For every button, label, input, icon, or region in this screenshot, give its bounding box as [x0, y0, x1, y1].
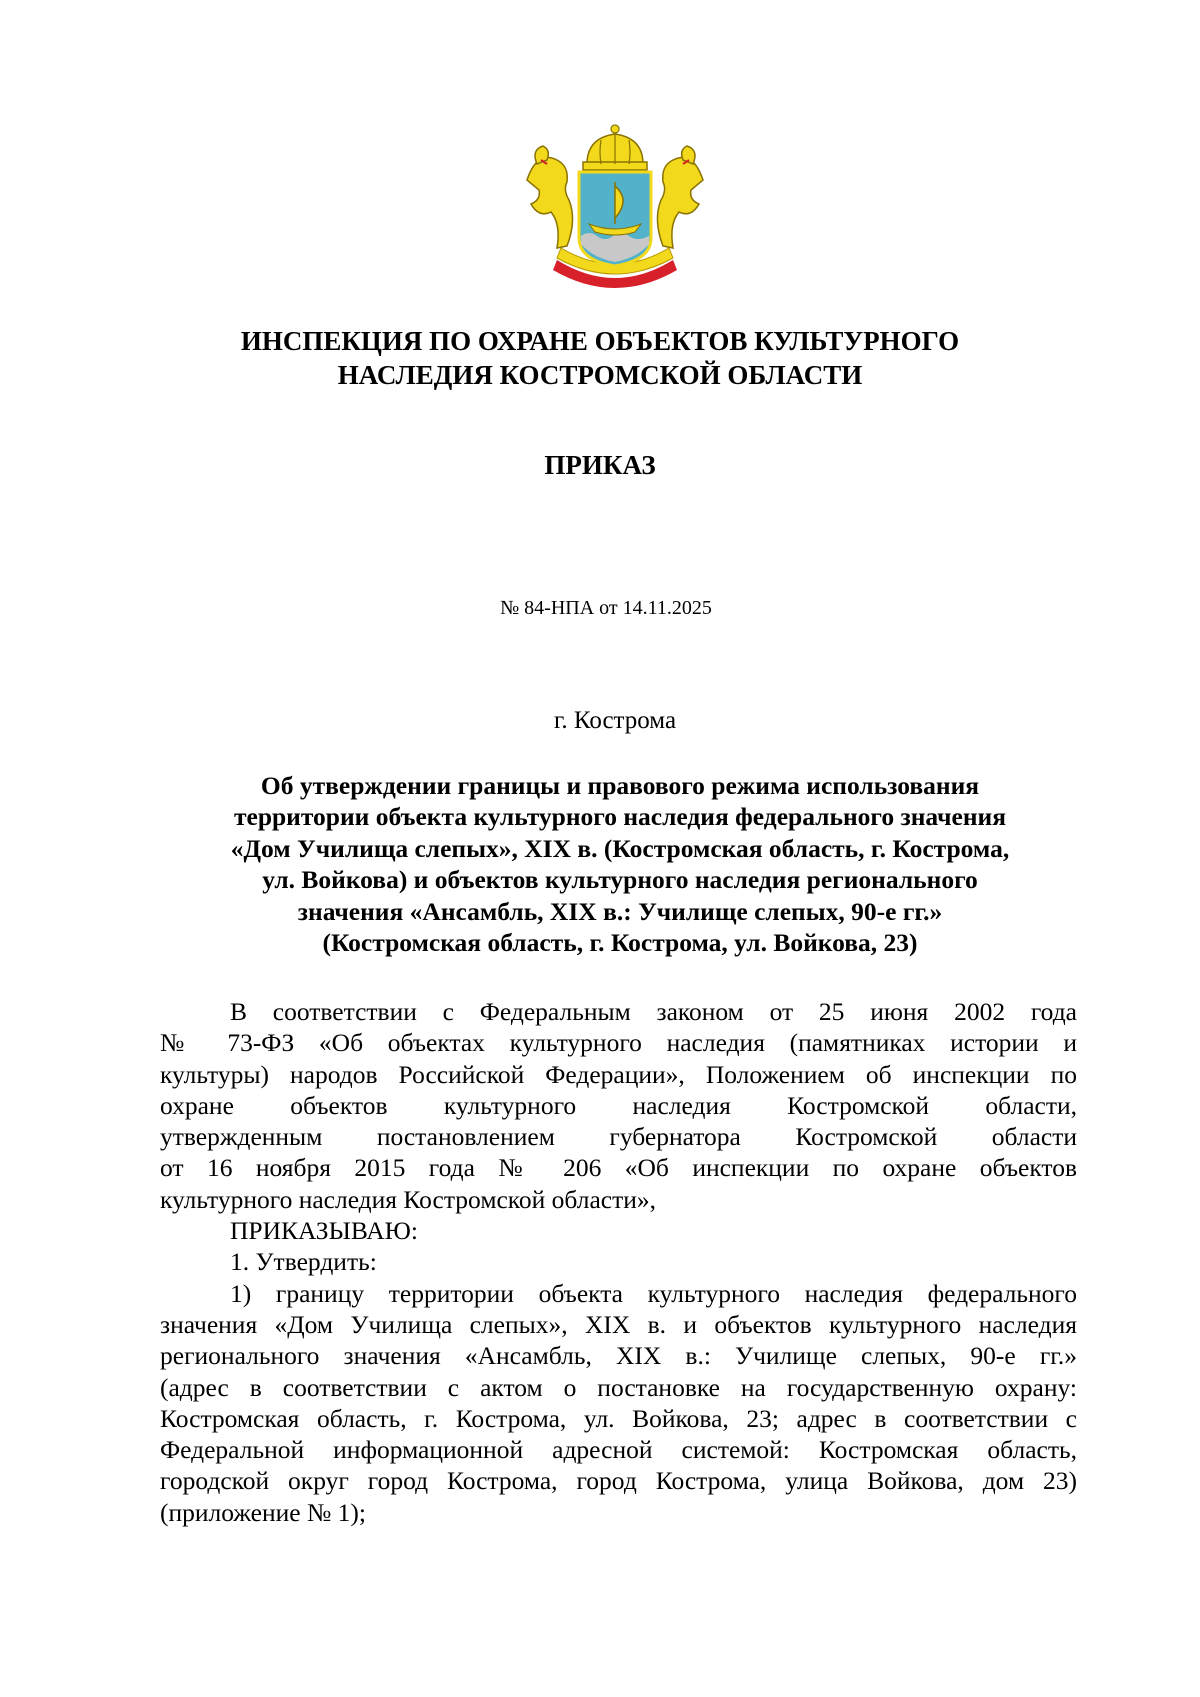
body-line: Федеральной информационной адресной системой: Костромская область, — [160, 1435, 1077, 1465]
subject-line: ул. Войкова) и объектов культурного наследия регионального — [262, 865, 978, 895]
body-line: В соответствии с Федеральным законом от 25 июня 2002 года — [230, 997, 1077, 1026]
body-line: 1) границу территории объекта культурного наследия федерального — [230, 1278, 1077, 1308]
body-line: (адрес в соответствии с актом о постановке на государственную охрану: — [160, 1372, 1077, 1402]
body-line: значения «Дом Училища слепых», XIX в. и объектов культурного наследия — [160, 1309, 1077, 1339]
body-line: (приложение № 1); — [160, 1497, 366, 1527]
clause-heading: 1. Утвердить: — [230, 1247, 377, 1277]
subject-line: «Дом Училища слепых», XIX в. (Костромская область, г. Кострома, — [230, 833, 1010, 863]
order-number-date: № 84-НПА от 14.11.2025 — [500, 597, 712, 619]
body-line: № 73-ФЗ «Об объектах культурного наследия (памятниках истории и — [160, 1028, 1077, 1058]
subject-line: значения «Ансамбль, XIX в.: Училище слепых, 90-е гг.» — [297, 896, 943, 926]
body-line: регионального значения «Ансамбль, XIX в.: Училище слепых, 90-е гг.» — [160, 1341, 1077, 1371]
body-line: культурного наследия Костромской области», — [160, 1184, 657, 1214]
document-type-title: ПРИКАЗ — [544, 450, 656, 480]
body-line: охране объектов культурного наследия Костромской области, — [160, 1090, 1077, 1120]
subject-line: Об утверждении границы и правового режима использования — [260, 771, 980, 800]
body-line: от 16 ноября 2015 года № 206 «Об инспекции по охране объектов — [160, 1153, 1077, 1183]
decree-word: ПРИКАЗЫВАЮ: — [230, 1216, 418, 1246]
organization-name-line-1: ИНСПЕКЦИЯ ПО ОХРАНЕ ОБЪЕКТОВ КУЛЬТУРНОГО — [240, 326, 960, 356]
subject-line: территории объекта культурного наследия федерального значения — [233, 802, 1007, 832]
body-line: культуры) народов Российской Федерации», Положением об инспекции по — [160, 1059, 1077, 1089]
body-line: утвержденным постановлением губернатора Костромской области — [160, 1122, 1077, 1152]
organization-name-line-2: НАСЛЕДИЯ КОСТРОМСКОЙ ОБЛАСТИ — [337, 360, 863, 390]
subject-line: (Костромская область, г. Кострома, ул. Войкова, 23) — [322, 928, 918, 958]
city-name: г. Кострома — [553, 707, 677, 734]
order-subject — [160, 770, 1080, 958]
order-body-text — [160, 996, 1077, 1528]
body-line: Костромская область, г. Кострома, ул. Войкова, 23; адрес в соответствии с — [160, 1403, 1077, 1433]
coat-of-arms-emblem — [517, 120, 713, 296]
body-line: городской округ город Кострома, город Кострома, улица Войкова, дом 23) — [160, 1466, 1077, 1496]
